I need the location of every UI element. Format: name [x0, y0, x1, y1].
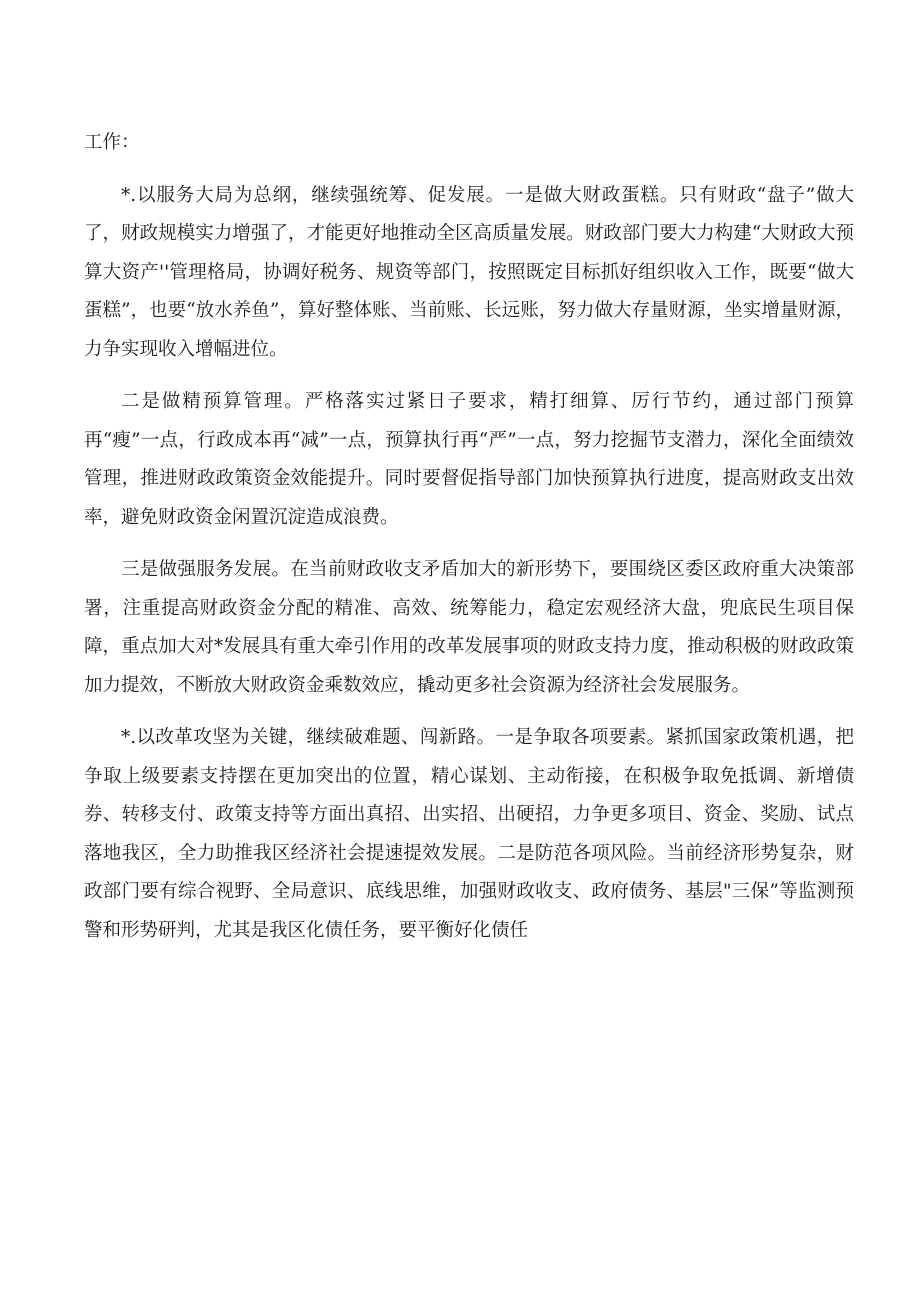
- paragraph-continuation: 工作：: [84, 132, 140, 153]
- paragraph-service-development: 三是做强服务发展。在当前财政收支矛盾加大的新形势下，要围绕区委区政府重大决策部署，注重提高财政资金分配的精准、高效、统筹能力，稳定宏观经济大盘，兜底民生项目保障，重点加大对*发展具有重大牵引作用的改革发展事项的财政支持力度，推动积极的财政政策加力提效，不断放大财政资金乘数效应，撬动更多社会资源为经济社会发展服务。: [84, 559, 854, 696]
- paragraph-reform: *.以改革攻坚为关键，继续破难题、闯新路。一是争取各项要素。紧抓国家政策机遇，把争取上级要素支持摆在更加突出的位置，精心谋划、主动衔接，在积极争取免抵调、新增债券、转移支付、政策支持等方面出真招、出实招、出硬招，力争更多项目、资金、奖励、试点落地我区，全力助推我区经济社会提速提效发展。二是防范各项风险。当前经济形势复杂，财政部门要有综合视野、全局意识、底线思维，加强财政收支、政府债务、基层"三保”等监测预警和形势研判，尤其是我区化债任务，要平衡好化债任: [84, 727, 854, 941]
- paragraph-budget-management: 二是做精预算管理。严格落实过紧日子要求，精打细算、厉行节约，通过部门预算再“瘦”一点，行政成本再“减”一点，预算执行再“严”一点，努力挖掘节支潜力，深化全面绩效管理，推进财政政策资金效能提升。同时要督促指导部门加快预算执行进度，提高财政支出效率，避免财政资金闲置沉淀造成浪费。: [84, 391, 854, 528]
- document-body: [84, 124, 854, 950]
- paragraph-service-overall: *.以服务大局为总纲，继续强统筹、促发展。一是做大财政蛋糕。只有财政“盘子”做大了，财政规模实力增强了，才能更好地推动全区高质量发展。财政部门要大力构建“大财政大预算大资产''管理格局，协调好税务、规资等部门，按照既定目标抓好组织收入工作，既要“做大蛋糕”，也要“放水养鱼”，算好整体账、当前账、长远账，努力做大存量财源，坐实增量财源，力争实现收入增幅进位。: [84, 184, 854, 360]
